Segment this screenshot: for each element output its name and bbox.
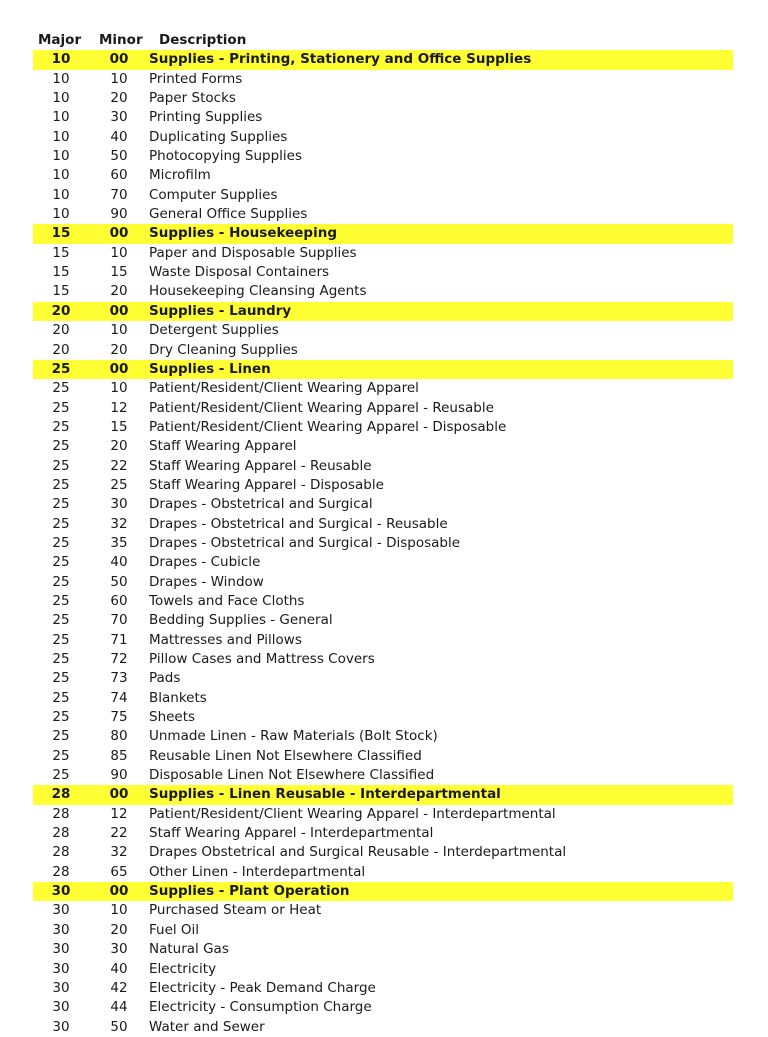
major-code-cell: 10 bbox=[52, 70, 70, 87]
minor-code-cell: 32 bbox=[110, 844, 128, 861]
table-row bbox=[33, 341, 733, 360]
table-row bbox=[33, 843, 733, 862]
major-code-cell: 10 bbox=[52, 186, 70, 203]
major-code-cell: 30 bbox=[52, 1018, 70, 1035]
major-code-cell: 10 bbox=[51, 51, 71, 68]
minor-code-cell: 70 bbox=[110, 612, 128, 629]
major-code-cell: 30 bbox=[52, 999, 70, 1016]
minor-code-cell: 00 bbox=[109, 225, 129, 242]
major-code-cell: 25 bbox=[52, 515, 70, 532]
minor-code-cell: 73 bbox=[110, 670, 128, 687]
minor-code-cell: 40 bbox=[110, 960, 128, 977]
major-code-cell: 28 bbox=[51, 786, 71, 803]
major-code-cell: 25 bbox=[52, 380, 70, 397]
table-group-row bbox=[33, 224, 733, 243]
minor-code-cell: 25 bbox=[110, 476, 128, 493]
major-code-cell: 10 bbox=[52, 90, 70, 107]
description-cell: Drapes - Cubicle bbox=[149, 554, 261, 571]
minor-code-cell: 65 bbox=[110, 863, 128, 880]
description-cell: Disposable Linen Not Elsewhere Classified bbox=[149, 767, 435, 784]
table-group-row bbox=[33, 360, 733, 379]
major-code-cell: 10 bbox=[52, 206, 70, 223]
minor-code-cell: 15 bbox=[110, 264, 128, 281]
table-row bbox=[33, 379, 733, 398]
table-row bbox=[33, 921, 733, 940]
major-code-cell: 25 bbox=[52, 689, 70, 706]
minor-code-cell: 70 bbox=[110, 186, 128, 203]
description-cell: Purchased Steam or Heat bbox=[149, 902, 322, 919]
table-row bbox=[33, 940, 733, 959]
major-code-cell: 28 bbox=[52, 825, 70, 842]
description-cell: Drapes Obstetrical and Surgical Reusable - Interdepartmental bbox=[149, 844, 567, 861]
description-cell: Printing Supplies bbox=[149, 109, 263, 126]
minor-code-cell: 60 bbox=[110, 592, 128, 609]
minor-code-cell: 00 bbox=[109, 883, 129, 900]
minor-code-cell: 00 bbox=[109, 786, 129, 803]
major-code-cell: 25 bbox=[52, 457, 70, 474]
description-cell: Natural Gas bbox=[149, 941, 229, 958]
table-row bbox=[33, 901, 733, 920]
description-cell: Drapes - Obstetrical and Surgical - Disposable bbox=[149, 534, 461, 551]
major-code-cell: 25 bbox=[52, 496, 70, 513]
table-row bbox=[33, 863, 733, 882]
minor-code-cell: 74 bbox=[110, 689, 128, 706]
minor-code-cell: 00 bbox=[109, 302, 129, 319]
description-cell: Printed Forms bbox=[149, 70, 243, 87]
description-cell: Electricity - Peak Demand Charge bbox=[149, 979, 376, 996]
minor-code-cell: 50 bbox=[110, 1018, 128, 1035]
description-cell: Reusable Linen Not Elsewhere Classified bbox=[149, 747, 422, 764]
minor-code-cell: 71 bbox=[110, 631, 128, 648]
minor-code-cell: 80 bbox=[110, 728, 128, 745]
table-row bbox=[33, 689, 733, 708]
major-code-cell: 25 bbox=[52, 709, 70, 726]
table-row bbox=[33, 708, 733, 727]
header-major: Major bbox=[38, 32, 82, 48]
minor-code-cell: 72 bbox=[110, 651, 128, 667]
table-row bbox=[33, 979, 733, 998]
minor-code-cell: 12 bbox=[110, 399, 128, 416]
table-row bbox=[33, 766, 733, 785]
major-code-cell: 30 bbox=[51, 883, 71, 900]
minor-code-cell: 60 bbox=[110, 167, 128, 184]
minor-code-cell: 20 bbox=[110, 283, 128, 300]
table-group-row bbox=[33, 50, 733, 69]
table-row bbox=[33, 399, 733, 418]
minor-code-cell: 85 bbox=[110, 747, 128, 764]
major-code-cell: 10 bbox=[52, 148, 70, 165]
description-cell: Drapes - Window bbox=[149, 573, 264, 590]
major-code-cell: 15 bbox=[52, 283, 70, 300]
major-code-cell: 30 bbox=[52, 921, 70, 938]
description-cell: Patient/Resident/Client Wearing Apparel bbox=[149, 380, 419, 397]
minor-code-cell: 75 bbox=[110, 709, 128, 726]
major-code-cell: 20 bbox=[52, 341, 70, 358]
description-cell: Paper Stocks bbox=[149, 90, 236, 107]
table-row bbox=[33, 437, 733, 456]
minor-code-cell: 12 bbox=[110, 805, 128, 822]
minor-code-cell: 20 bbox=[110, 921, 128, 938]
description-cell: Pillow Cases and Mattress Covers bbox=[149, 651, 375, 667]
description-cell: Patient/Resident/Client Wearing Apparel - Reusable bbox=[149, 399, 494, 416]
major-code-cell: 25 bbox=[52, 670, 70, 687]
table-row bbox=[33, 805, 733, 824]
major-code-cell: 28 bbox=[52, 805, 70, 822]
description-cell: Supplies - Plant Operation bbox=[149, 883, 350, 900]
description-cell: Paper and Disposable Supplies bbox=[149, 244, 357, 261]
minor-code-cell: 20 bbox=[110, 90, 128, 107]
minor-code-cell: 20 bbox=[110, 341, 128, 358]
table-body bbox=[33, 50, 733, 1037]
table-row bbox=[33, 418, 733, 437]
description-cell: Bedding Supplies - General bbox=[149, 612, 333, 629]
description-cell: Sheets bbox=[149, 709, 196, 726]
major-code-cell: 25 bbox=[52, 438, 70, 455]
table-row bbox=[33, 611, 733, 630]
minor-code-cell: 40 bbox=[110, 128, 128, 145]
description-cell: Drapes - Obstetrical and Surgical - Reusable bbox=[149, 515, 448, 532]
table-row bbox=[33, 631, 733, 650]
major-code-cell: 25 bbox=[52, 534, 70, 551]
header-description: Description bbox=[159, 32, 247, 48]
major-code-cell: 25 bbox=[52, 612, 70, 629]
table-row bbox=[33, 128, 733, 147]
description-cell: Supplies - Housekeeping bbox=[149, 225, 337, 242]
table-row bbox=[33, 457, 733, 476]
description-cell: Staff Wearing Apparel - Interdepartmental bbox=[149, 825, 434, 842]
description-cell: Waste Disposal Containers bbox=[149, 264, 330, 281]
minor-code-cell: 40 bbox=[110, 554, 128, 571]
minor-code-cell: 90 bbox=[110, 206, 128, 223]
table-row bbox=[33, 205, 733, 224]
major-code-cell: 25 bbox=[52, 418, 70, 435]
description-cell: Duplicating Supplies bbox=[149, 128, 288, 145]
minor-code-cell: 22 bbox=[110, 457, 128, 474]
description-cell: Patient/Resident/Client Wearing Apparel - Interdepartmental bbox=[149, 805, 556, 822]
major-code-cell: 15 bbox=[52, 264, 70, 281]
description-cell: General Office Supplies bbox=[149, 206, 308, 223]
major-code-cell: 30 bbox=[52, 960, 70, 977]
major-code-cell: 25 bbox=[52, 476, 70, 493]
description-cell: Detergent Supplies bbox=[149, 322, 279, 339]
major-code-cell: 10 bbox=[52, 167, 70, 184]
minor-code-cell: 10 bbox=[110, 244, 128, 261]
minor-code-cell: 22 bbox=[110, 825, 128, 842]
table-row bbox=[33, 515, 733, 534]
description-cell: Housekeeping Cleansing Agents bbox=[149, 283, 367, 300]
minor-code-cell: 20 bbox=[110, 438, 128, 455]
minor-code-cell: 10 bbox=[110, 322, 128, 339]
major-code-cell: 25 bbox=[52, 747, 70, 764]
description-cell: Fuel Oil bbox=[149, 921, 200, 938]
minor-code-cell: 00 bbox=[109, 51, 129, 68]
table-row bbox=[33, 727, 733, 746]
description-cell: Patient/Resident/Client Wearing Apparel - Disposable bbox=[149, 418, 507, 435]
table-row bbox=[33, 495, 733, 514]
table-row bbox=[33, 998, 733, 1017]
minor-code-cell: 42 bbox=[110, 979, 128, 996]
minor-code-cell: 00 bbox=[109, 360, 129, 377]
major-code-cell: 25 bbox=[52, 592, 70, 609]
description-cell: Mattresses and Pillows bbox=[149, 631, 302, 648]
major-code-cell: 25 bbox=[52, 573, 70, 590]
major-code-cell: 20 bbox=[52, 322, 70, 339]
table-row bbox=[33, 747, 733, 766]
major-code-cell: 25 bbox=[52, 631, 70, 648]
minor-code-cell: 44 bbox=[110, 999, 128, 1016]
major-code-cell: 25 bbox=[52, 554, 70, 571]
minor-code-cell: 30 bbox=[110, 496, 128, 513]
table-row bbox=[33, 263, 733, 282]
description-cell: Supplies - Laundry bbox=[149, 302, 292, 319]
description-cell: Other Linen - Interdepartmental bbox=[149, 863, 366, 880]
major-code-cell: 30 bbox=[52, 979, 70, 996]
description-cell: Supplies - Printing, Stationery and Office Supplies bbox=[149, 51, 532, 68]
description-cell: Computer Supplies bbox=[149, 186, 278, 203]
table-group-row bbox=[33, 785, 733, 804]
minor-code-cell: 90 bbox=[110, 767, 128, 784]
minor-code-cell: 15 bbox=[110, 418, 128, 435]
major-code-cell: 25 bbox=[52, 651, 70, 667]
header-minor: Minor bbox=[99, 32, 143, 48]
minor-code-cell: 32 bbox=[110, 515, 128, 532]
description-cell: Towels and Face Cloths bbox=[149, 592, 305, 609]
minor-code-cell: 50 bbox=[110, 148, 128, 165]
table-row bbox=[33, 669, 733, 688]
description-cell: Staff Wearing Apparel - Disposable bbox=[149, 476, 384, 493]
major-code-cell: 30 bbox=[52, 902, 70, 919]
table-row bbox=[33, 70, 733, 89]
description-cell: Unmade Linen - Raw Materials (Bolt Stock) bbox=[149, 728, 438, 745]
table-row bbox=[33, 108, 733, 127]
table-row bbox=[33, 89, 733, 108]
table-row bbox=[33, 282, 733, 301]
table-row bbox=[33, 244, 733, 263]
major-code-cell: 25 bbox=[52, 767, 70, 784]
major-code-cell: 15 bbox=[52, 244, 70, 261]
table-row bbox=[33, 573, 733, 592]
table-row bbox=[33, 553, 733, 572]
table-row bbox=[33, 186, 733, 205]
major-code-cell: 28 bbox=[52, 863, 70, 880]
major-code-cell: 15 bbox=[51, 225, 71, 242]
table-row bbox=[33, 147, 733, 166]
major-code-cell: 10 bbox=[52, 128, 70, 145]
description-cell: Water and Sewer bbox=[149, 1018, 265, 1035]
description-cell: Supplies - Linen Reusable - Interdepartmental bbox=[149, 786, 501, 803]
description-cell: Drapes - Obstetrical and Surgical bbox=[149, 496, 373, 513]
description-cell: Microfilm bbox=[149, 167, 211, 184]
minor-code-cell: 30 bbox=[110, 109, 128, 126]
major-code-cell: 25 bbox=[51, 360, 71, 377]
minor-code-cell: 10 bbox=[110, 902, 128, 919]
table-row bbox=[33, 960, 733, 979]
minor-code-cell: 50 bbox=[110, 573, 128, 590]
description-cell: Photocopying Supplies bbox=[149, 148, 303, 165]
major-code-cell: 28 bbox=[52, 844, 70, 861]
minor-code-cell: 10 bbox=[110, 380, 128, 397]
description-cell: Pads bbox=[149, 670, 181, 687]
description-cell: Dry Cleaning Supplies bbox=[149, 341, 298, 358]
table-row bbox=[33, 321, 733, 340]
code-table bbox=[33, 31, 733, 1037]
description-cell: Staff Wearing Apparel bbox=[149, 438, 297, 455]
table-row bbox=[33, 824, 733, 843]
description-cell: Electricity - Consumption Charge bbox=[149, 999, 372, 1016]
major-code-cell: 30 bbox=[52, 941, 70, 958]
description-cell: Staff Wearing Apparel - Reusable bbox=[149, 457, 372, 474]
table-row bbox=[33, 476, 733, 495]
minor-code-cell: 30 bbox=[110, 941, 128, 958]
table-row bbox=[33, 166, 733, 185]
table-row bbox=[33, 592, 733, 611]
description-cell: Supplies - Linen bbox=[149, 360, 271, 377]
major-code-cell: 25 bbox=[52, 728, 70, 745]
minor-code-cell: 35 bbox=[110, 534, 128, 551]
minor-code-cell: 10 bbox=[110, 70, 128, 87]
table-row bbox=[33, 534, 733, 553]
major-code-cell: 10 bbox=[52, 109, 70, 126]
description-cell: Blankets bbox=[149, 689, 207, 706]
table-group-row bbox=[33, 882, 733, 901]
table-header-row bbox=[33, 31, 733, 50]
description-cell: Electricity bbox=[149, 960, 217, 977]
major-code-cell: 25 bbox=[52, 399, 70, 416]
major-code-cell: 20 bbox=[51, 302, 71, 319]
table-group-row bbox=[33, 302, 733, 321]
table-row bbox=[33, 650, 733, 669]
table-row bbox=[33, 1018, 733, 1037]
